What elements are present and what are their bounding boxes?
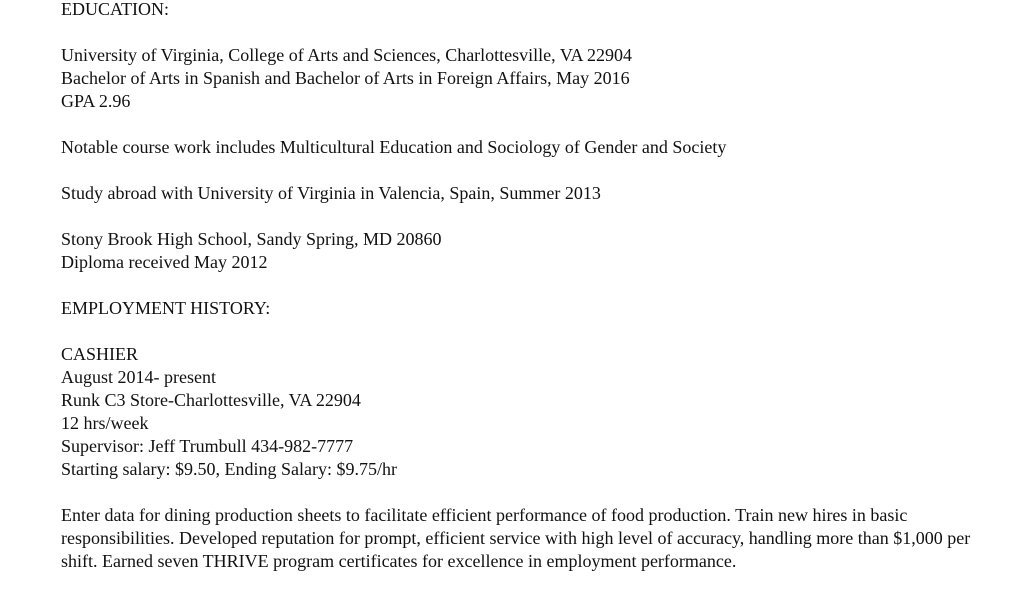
- education-section: [61, 0, 1001, 274]
- study-abroad-line: Study abroad with University of Virginia in Valencia, Spain, Summer 2013: [61, 183, 601, 203]
- job-employer: Runk C3 Store-Charlottesville, VA 22904: [61, 390, 361, 410]
- job-dates: August 2014- present: [61, 367, 216, 387]
- resume-page: [61, 0, 1001, 573]
- employment-heading: EMPLOYMENT HISTORY:: [61, 298, 271, 318]
- education-heading: EDUCATION:: [61, 0, 169, 19]
- job-hours: 12 hrs/week: [61, 413, 149, 433]
- uva-degree: Bachelor of Arts in Spanish and Bachelor of Arts in Foreign Affairs, May 2016: [61, 68, 630, 88]
- coursework-line: Notable course work includes Multicultural Education and Sociology of Gender and Society: [61, 137, 727, 157]
- spacer: [61, 205, 1001, 228]
- job-description: Enter data for dining production sheets to facilitate efficient performance of food production. Train new hires in basic responsibilities. Developed reputation for prompt, efficient service with high level of accuracy, handling more than $1,000 per shift. Earned seven THRIVE program certificates for excellence in employment performance.: [61, 505, 971, 571]
- spacer: [61, 274, 1001, 297]
- spacer: [61, 481, 1001, 504]
- spacer: [61, 320, 1001, 343]
- uva-institution: University of Virginia, College of Arts and Sciences, Charlottesville, VA 22904: [61, 45, 633, 65]
- job-supervisor: Supervisor: Jeff Trumbull 434-982-7777: [61, 436, 354, 456]
- employment-section: [61, 297, 1001, 573]
- spacer: [61, 113, 1001, 136]
- job-title: CASHIER: [61, 344, 139, 364]
- high-school-diploma: Diploma received May 2012: [61, 252, 268, 272]
- spacer: [61, 159, 1001, 182]
- uva-gpa: GPA 2.96: [61, 91, 131, 111]
- spacer: [61, 21, 1001, 44]
- high-school-name: Stony Brook High School, Sandy Spring, MD 20860: [61, 229, 442, 249]
- job-salary: Starting salary: $9.50, Ending Salary: $9.75/hr: [61, 459, 397, 479]
